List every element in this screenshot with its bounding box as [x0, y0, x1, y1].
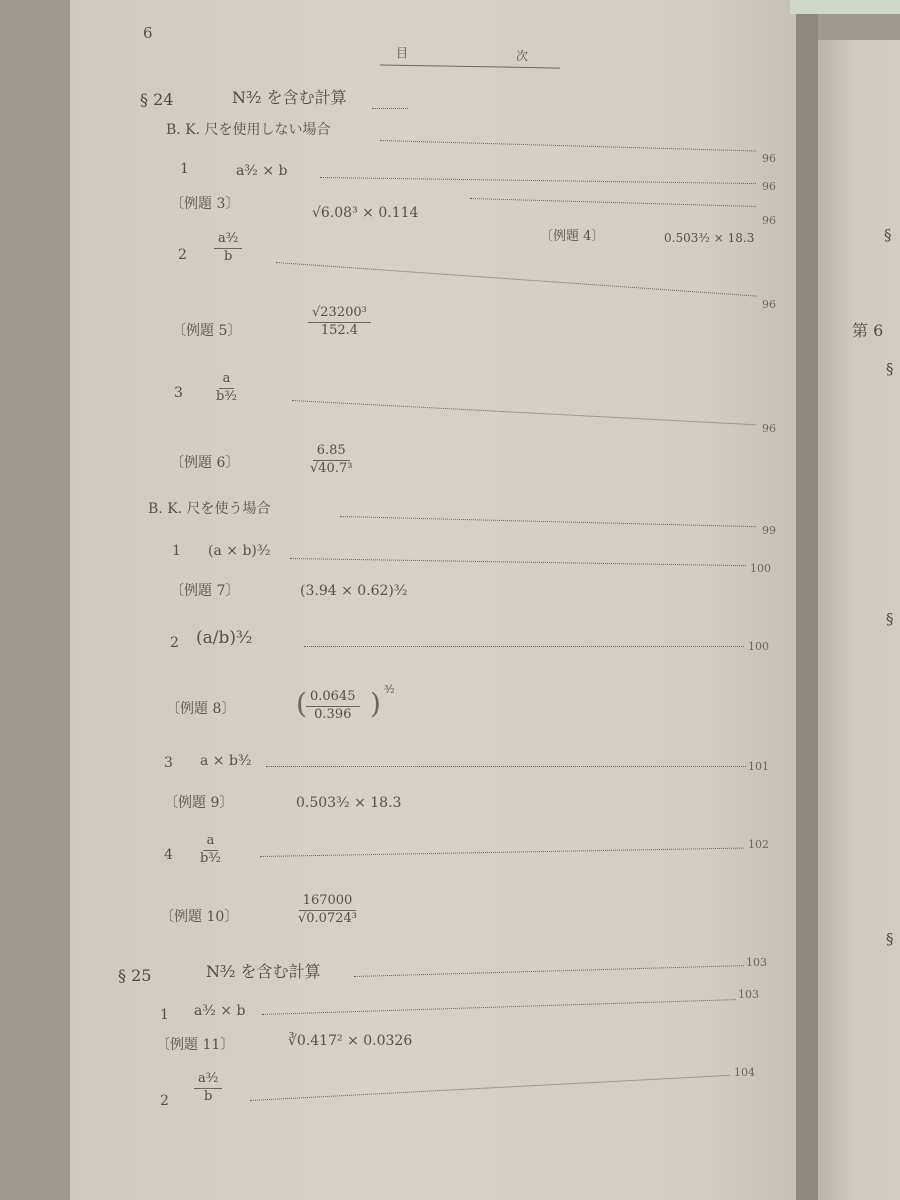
right-page-mark: §: [886, 360, 894, 378]
example-label: 〔例題 5〕: [172, 323, 242, 339]
leader-dots: [304, 646, 744, 647]
toc-page-number: 100: [750, 562, 771, 575]
leader-dots: [372, 108, 408, 109]
right-page-mark: §: [886, 610, 894, 628]
example-fraction: [306, 444, 356, 477]
denominator: √0.0724³: [298, 910, 357, 926]
section-title: N³⁄₂ を含む計算: [232, 88, 347, 107]
page-gutter: [796, 0, 818, 1200]
example-fraction: [294, 894, 361, 927]
denominator: b³⁄₂: [200, 850, 221, 866]
example-label: 〔例題 7〕: [170, 583, 240, 599]
numerator: a: [219, 372, 235, 389]
numerator: 0.0645: [306, 690, 360, 707]
item-fraction: [214, 232, 242, 265]
item-fraction: [196, 834, 225, 867]
example-label: 〔例題 11〕: [156, 1037, 235, 1053]
numerator: 6.85: [313, 444, 350, 461]
example-expression: √6.08³ × 0.114: [312, 205, 419, 221]
item-fraction: [194, 1072, 222, 1105]
item-number: 1: [172, 543, 181, 559]
right-page-mark: §: [886, 930, 894, 948]
running-head-left: 目: [396, 46, 409, 60]
denominator: 0.396: [314, 706, 352, 722]
example-expression: (3.94 × 0.62)³⁄₂: [300, 583, 408, 599]
example-label: 〔例題 8〕: [166, 701, 236, 717]
section-label: § 25: [118, 966, 152, 985]
example-label: 〔例題 3〕: [170, 196, 240, 212]
denominator: 152.4: [320, 322, 359, 338]
item-number: 2: [178, 247, 187, 263]
section-label: § 24: [140, 90, 174, 109]
example-expression: ∛0.417² × 0.0326: [288, 1033, 413, 1049]
denominator: √40.7³: [310, 460, 353, 476]
numerator: 167000: [299, 894, 357, 911]
item-formula: a³⁄₂ × b: [194, 1003, 246, 1019]
item-fraction: [212, 372, 241, 405]
toc-page-number: 96: [762, 180, 776, 193]
example-fraction: [306, 690, 360, 723]
leader-dots: [266, 766, 746, 767]
toc-page-number: 101: [748, 760, 769, 773]
open-paren: (: [296, 687, 307, 720]
example-label: 〔例題 9〕: [164, 795, 234, 811]
right-page-chapter: 第 6: [852, 321, 884, 340]
running-head-right: 次: [516, 49, 529, 63]
section-title: N³⁄₂ を含む計算: [206, 962, 321, 981]
example-label: 〔例題 4〕: [540, 229, 605, 244]
item-number: 2: [170, 635, 179, 651]
toc-page-number: 102: [748, 838, 769, 851]
exponent: ³⁄₂: [384, 683, 395, 696]
page-number: 6: [143, 24, 153, 42]
item-number: 1: [160, 1007, 169, 1023]
close-paren: ): [370, 687, 381, 720]
item-formula: (a/b)³⁄₂: [196, 628, 253, 648]
subhead: B. K. 尺を使用しない場合: [166, 122, 331, 138]
right-page-mark: §: [884, 226, 892, 244]
denominator: b³⁄₂: [216, 388, 237, 404]
toc-page-number: 96: [762, 152, 776, 165]
numerator: a³⁄₂: [194, 1072, 222, 1089]
item-formula: (a × b)³⁄₂: [208, 543, 271, 559]
item-number: 2: [160, 1093, 169, 1109]
denominator: b: [204, 1088, 213, 1104]
numerator: a³⁄₂: [214, 232, 242, 249]
example-label: 〔例題 6〕: [170, 455, 240, 471]
item-number: 3: [174, 385, 183, 401]
numerator: √23200³: [308, 306, 371, 323]
example-label: 〔例題 10〕: [160, 909, 239, 925]
toc-page-number: 96: [762, 214, 776, 227]
subhead: B. K. 尺を使う場合: [148, 501, 271, 517]
numerator: a: [203, 834, 219, 851]
item-number: 4: [164, 847, 173, 863]
example-expression: 0.503³⁄₂ × 18.3: [664, 231, 755, 245]
item-number: 3: [164, 755, 173, 771]
example-fraction: [308, 306, 371, 339]
book-page-left: [70, 0, 810, 1200]
toc-page-number: 103: [746, 956, 767, 969]
item-formula: a × b³⁄₂: [200, 753, 252, 769]
toc-page-number: 100: [748, 640, 769, 653]
item-number: 1: [180, 161, 189, 177]
toc-page-number: 96: [762, 298, 776, 311]
example-expression: 0.503³⁄₂ × 18.3: [296, 795, 402, 811]
toc-page-number: 103: [738, 988, 759, 1001]
item-formula: a³⁄₂ × b: [236, 163, 288, 179]
denominator: b: [224, 248, 233, 264]
toc-page-number: 96: [762, 422, 776, 435]
toc-page-number: 104: [734, 1066, 755, 1079]
background-strip: [790, 0, 900, 14]
toc-page-number: 99: [762, 524, 776, 537]
